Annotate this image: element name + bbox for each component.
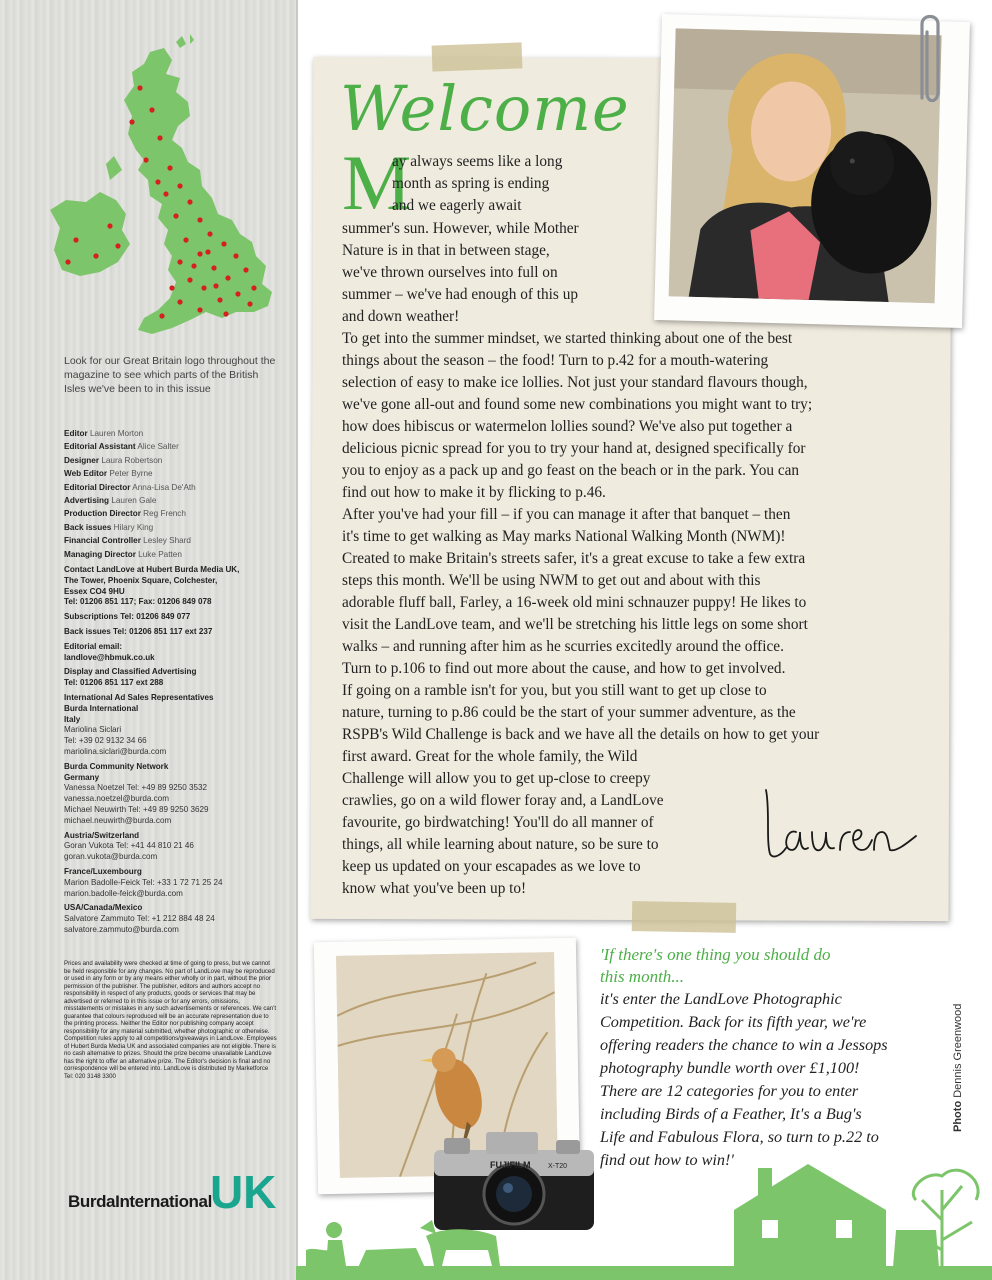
credit-name: Alice Salter — [137, 442, 179, 452]
credit-row — [64, 507, 278, 520]
drop-cap: M — [342, 139, 412, 226]
camera-model: X-T20 — [548, 1163, 568, 1170]
quote-heading — [600, 944, 830, 988]
body-line: Turn to p.106 to find out more about the cause, and how to get involved. — [342, 660, 786, 677]
body-line: Challenge will allow you to get up-close to creepy — [342, 770, 651, 787]
credit-role: Editorial Assistant — [64, 442, 136, 452]
credit-name: Lauren Gale — [111, 496, 157, 506]
credit-name: Lesley Shard — [143, 536, 191, 546]
credit-name: Laura Robertson — [101, 455, 163, 465]
legal-disclaimer: Prices and availability were checked at time of going to press, but we cannot be held responsible for any changes. No part of LandLove may be reproduced or used in any form or by any means either wholly or in part, without the prior permission of the publisher. The publisher, editors and authors accept no responsibility in respect of any products, goods or services that may be advertised or referred to in this issue or for any errors, omissions, misstatements or mistakes in any such advertisements or references. We can't guarantee that colours reproduced will be an accurate representation due to the printing process. Neither the Editor nor publishing company accept responsibility for any material submitted, whether photographic or otherwise. Competition rules apply to all competitions/giveaways in LandLove. Employees of Hubert Burda Media UK and associated companies are not eligible. There is no cash alternative to prizes. Should the prize become unavailable LandLove has the right to offer an alternative prize. The Editor's decision is final and no correspondence will be entered into. LandLove is distributed by Marketforce Tel: 020 3148 3300 — [64, 960, 277, 1080]
credit-row — [64, 481, 278, 494]
body-line: first award. Great for the whole family, the Wild — [342, 748, 638, 765]
body-line: keep us updated on your escapades as we love to — [342, 858, 641, 875]
quote-line: There are 12 categories for you to enter — [600, 1082, 859, 1100]
credit-role: Editor — [64, 429, 88, 438]
photo-credit-label: Photo — [952, 1100, 964, 1132]
burda-international-uk-logo — [68, 1166, 277, 1218]
body-line: selection of easy to make ice lollies. Not just your standard flavours though, — [342, 374, 808, 391]
paperclip-icon — [912, 8, 946, 108]
editorial-email-label: Editorial email: — [64, 641, 123, 651]
region-austria: Austria/Switzerland — [64, 830, 140, 840]
intl-company: Burda International — [64, 703, 139, 713]
region-line: michael.neuwirth@burda.com — [64, 815, 172, 825]
credit-role: Managing Director — [64, 549, 136, 559]
region-line: marion.badolle-feick@burda.com — [64, 888, 183, 898]
body-line: how does hibiscus or watermelon lollies sound? We've also put together a — [342, 418, 793, 435]
body-line: steps this month. We'll be using NWM to get out and about with this — [342, 572, 761, 589]
credit-row — [64, 494, 278, 507]
contact-line: Essex CO4 9HU — [64, 586, 125, 596]
body-line: Nature is in that in between stage, — [342, 242, 550, 259]
body-line: To get into the summer mindset, we started thinking about one of the best — [342, 330, 793, 347]
quote-line: photography bundle worth over £1,100! — [600, 1059, 860, 1077]
credit-row — [64, 454, 278, 467]
region-line: Marion Badolle-Feick Tel: +33 1 72 71 25 24 — [64, 877, 223, 887]
body-line: and down weather! — [342, 308, 460, 325]
credit-name: Hilary King — [113, 522, 154, 532]
credit-name: Anna-Lisa De'Ath — [132, 482, 196, 492]
body-line: find out how to make it by flicking to p.46. — [342, 484, 606, 501]
body-line: we've gone all-out and found some new combinations you might want to try; — [342, 396, 813, 413]
body-line: we've thrown ourselves into full on — [342, 264, 558, 281]
body-line: RSPB's Wild Challenge is back and we have all the details on how to get your — [342, 726, 820, 743]
body-line: summer's sun. However, while Mother — [342, 220, 579, 237]
body-line: adorable fluff ball, Farley, a 16-week old mini schnauzer puppy! He likes to — [342, 594, 807, 611]
credit-name: Luke Patten — [138, 549, 182, 559]
body-line: walks – and running after him as he scurries excitedly around the office. — [342, 638, 784, 655]
contact-line: The Tower, Phoenix Square, Colchester, — [64, 575, 218, 585]
germany-company: Burda Community Network — [64, 761, 169, 771]
credit-role: Production Director — [64, 509, 141, 519]
display-advertising: Display and Classified Advertising — [64, 667, 197, 677]
credit-row — [64, 427, 278, 440]
quote-line: Competition. Back for its fifth year, we're — [600, 1013, 867, 1031]
region-line: goran.vukota@burda.com — [64, 852, 158, 862]
subscriptions-tel: Subscriptions Tel: 01206 849 077 — [64, 612, 191, 622]
credit-role: Web Editor — [64, 469, 108, 479]
region-line: Michael Neuwirth Tel: +49 89 9250 3629 — [64, 804, 209, 814]
british-isles-map — [40, 30, 280, 340]
camera-brand: FUJIFILM — [490, 1160, 531, 1170]
tape-strip — [432, 42, 523, 71]
body-line: things, all while learning about nature, so be sure to — [342, 836, 659, 853]
quote-line: offering readers the chance to win a Jessops — [600, 1036, 888, 1054]
credit-row — [64, 467, 278, 480]
region-germany: Germany — [64, 772, 100, 782]
body-line: After you've had your fill – if you can manage it after that banquet – then — [342, 506, 791, 523]
logo-brand: BurdaInternational — [68, 1192, 212, 1211]
lauren-signature — [756, 770, 926, 870]
quote-line: Life and Fabulous Flora, so turn to p.22 to — [600, 1128, 879, 1146]
region-line: Mariolina Siclari — [64, 725, 122, 735]
quote-heading-line: this month... — [600, 967, 685, 986]
body-line: know what you've been up to! — [342, 880, 527, 897]
welcome-heading: Welcome — [340, 72, 630, 145]
body-line: and we eagerly await — [392, 197, 522, 214]
tape-strip — [632, 901, 737, 933]
region-line: Tel: +39 02 9132 34 66 — [64, 736, 147, 746]
quote-line: find out how to win!' — [600, 1151, 734, 1169]
body-line: crawlies, go on a wild flower foray and, a LandLove — [342, 792, 664, 809]
credit-role: Designer — [64, 455, 100, 465]
region-usa: USA/Canada/Mexico — [64, 903, 143, 913]
body-line: summer – we've had enough of this up — [342, 286, 578, 303]
body-line: favourite, go birdwatching! You'll do all manner of — [342, 814, 654, 831]
body-line: Created to make Britain's streets safer, it's a great excuse to take a few extra — [342, 550, 806, 567]
credit-row — [64, 440, 278, 453]
region-line: vanessa.noetzel@burda.com — [64, 794, 169, 804]
region-line: Goran Vukota Tel: +41 44 810 21 46 — [64, 841, 194, 851]
body-line: it's time to get walking as May marks National Walking Month (NWM)! — [342, 528, 786, 545]
intl-sales-title: International Ad Sales Representatives — [64, 692, 214, 702]
credit-role: Editorial Director — [64, 482, 131, 492]
body-line: If going on a ramble isn't for you, but you still want to get up close to — [342, 682, 767, 699]
logo-uk: UK — [209, 1166, 277, 1218]
quote-line: including Birds of a Feather, It's a Bug's — [600, 1105, 862, 1123]
staff-credits — [64, 427, 278, 561]
credit-role: Advertising — [64, 496, 110, 506]
region-line: mariolina.siclari@burda.com — [64, 746, 167, 756]
portrait-photo — [669, 28, 942, 303]
credit-name: Peter Byrne — [109, 469, 153, 479]
body-line: things about the season – the food! Turn to p.42 for a mouth-watering — [342, 352, 769, 369]
body-line: you to enjoy as a pack up and go feast on the beach or in the park. You can — [342, 462, 800, 479]
body-line: visit the LandLove team, and we'll be stretching his little legs on some short — [342, 616, 808, 633]
region-france: France/Luxembourg — [64, 866, 142, 876]
body-line: month as spring is ending — [392, 175, 550, 192]
contact-line: Tel: 01206 851 117; Fax: 01206 849 078 — [64, 597, 212, 607]
region-line: salvatore.zammuto@burda.com — [64, 924, 179, 934]
region-line: Vanessa Noetzel Tel: +49 89 9250 3532 — [64, 783, 208, 793]
editorial-email[interactable]: landlove@hbmuk.co.uk — [64, 652, 155, 662]
quote-line: it's enter the LandLove Photographic — [600, 990, 842, 1008]
sidebar — [0, 0, 298, 1280]
region-italy: Italy — [64, 714, 81, 724]
credit-row — [64, 548, 278, 561]
credit-role: Financial Controller — [64, 536, 141, 546]
map-intro-text: Look for our Great Britain logo throughout the magazine to see which parts of the British Isles we've been to in this issue — [64, 355, 276, 395]
contact-line: Contact LandLove at Hubert Burda Media UK, — [64, 565, 240, 574]
contact-details — [64, 565, 278, 936]
region-line: Salvatore Zammuto Tel: +1 212 884 48 24 — [64, 914, 215, 924]
countryside-silhouette — [296, 1150, 992, 1280]
body-line: ay always seems like a long — [392, 153, 563, 170]
credit-name: Lauren Morton — [89, 429, 144, 438]
quote-heading-line: 'If there's one thing you should do — [600, 945, 831, 964]
credit-row — [64, 521, 278, 534]
photo-credit-name: Dennis Greenwood — [952, 1003, 964, 1098]
photo-credit — [952, 1004, 964, 1132]
portrait-illustration — [669, 28, 942, 303]
credit-row — [64, 534, 278, 547]
back-issues-tel: Back issues Tel: 01206 851 117 ext 237 — [64, 626, 213, 636]
body-line: nature, turning to p.86 could be the start of your summer adventure, as the — [342, 704, 796, 721]
body-line: delicious picnic spread for you to try your hand at, designed specifically for — [342, 440, 806, 457]
credit-role: Back issues — [64, 522, 112, 532]
credit-name: Reg French — [143, 509, 186, 519]
display-advertising-tel: Tel: 01206 851 117 ext 288 — [64, 678, 164, 688]
